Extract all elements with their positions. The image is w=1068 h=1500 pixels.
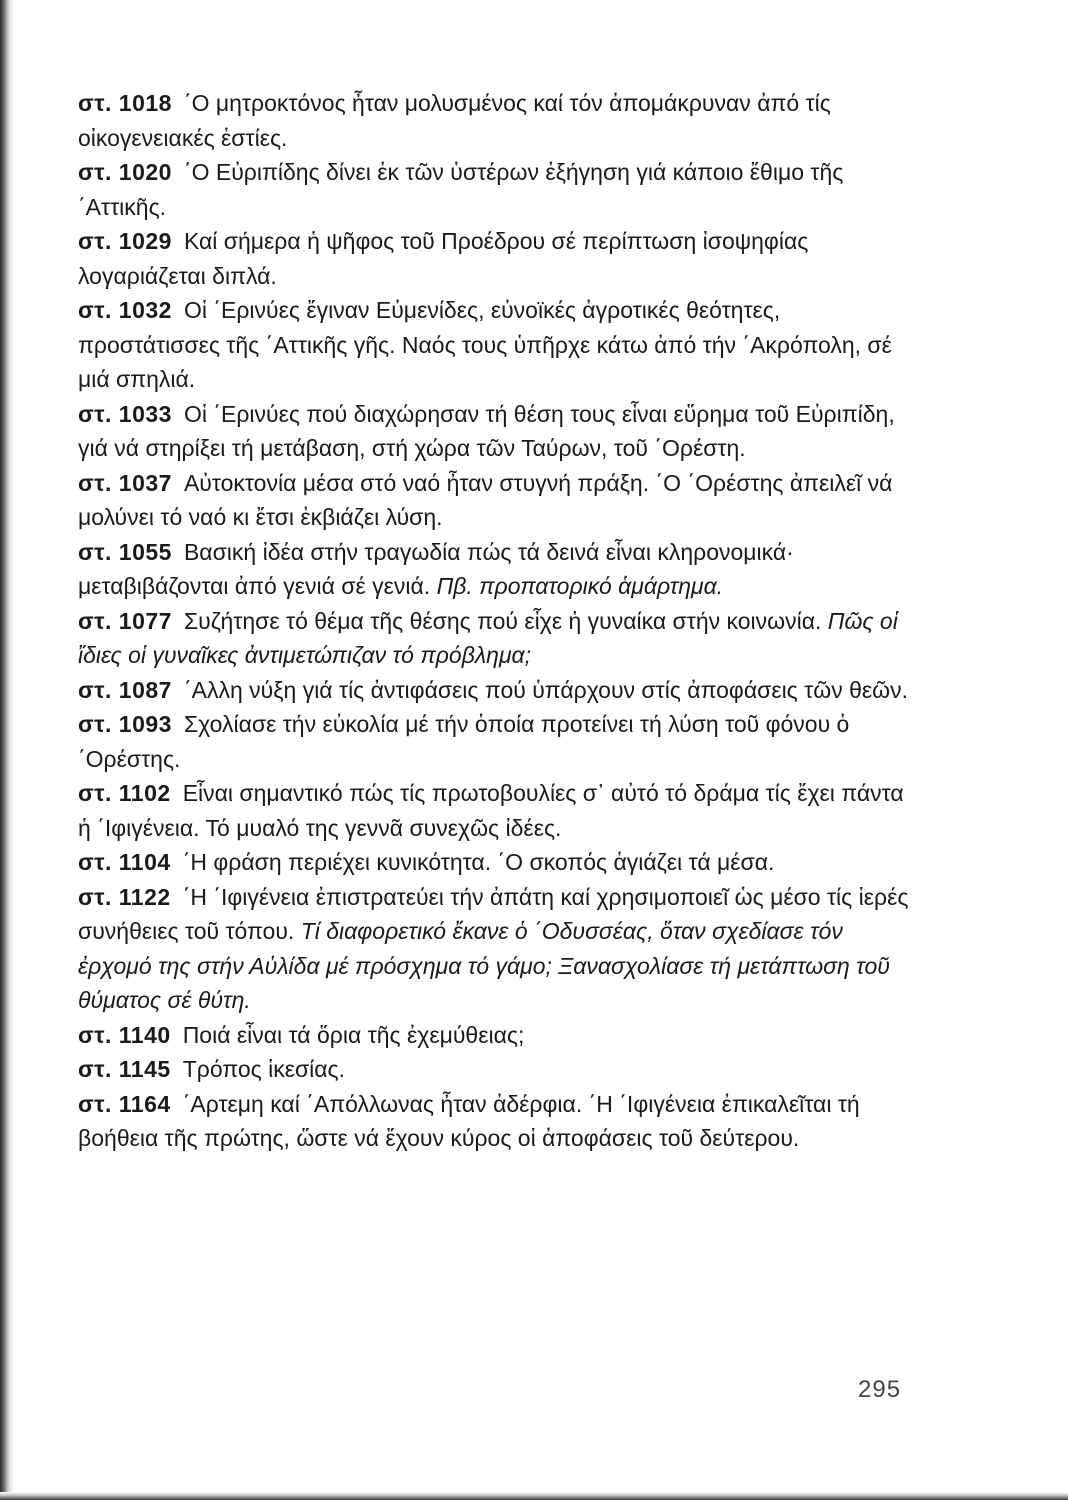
verse-reference: στ. 1140 bbox=[78, 1021, 171, 1048]
page-number: 295 bbox=[858, 1376, 902, 1403]
note-question: Πῶς οἱ ἴδιες οἱ γυναῖκες ἀντιμετώπιζαν τό πρόβλημα; bbox=[78, 607, 898, 668]
note-entry bbox=[78, 293, 910, 397]
note-entry bbox=[78, 707, 910, 776]
note-entry bbox=[78, 466, 910, 535]
note-text: ΄Η ΄Ιφιγένεια ἐπιστρατεύει τήν ἀπάτη καί χρησιμοποιεῖ ὡς μέσο τίς ἱερές συνήθειες τοῦ τόπου. bbox=[78, 883, 909, 944]
verse-reference: στ. 1164 bbox=[78, 1090, 171, 1117]
note-entry bbox=[78, 673, 910, 708]
verse-reference: στ. 1102 bbox=[78, 780, 171, 806]
note-text: Αὐτοκτονία μέσα στό ναό ἦταν στυγνή πράξη. ΄Ο ΄Ορέστης ἀπειλεῖ νά μολύνει τό ναό κι ἔτσι ἐκβιάζει λύση. bbox=[78, 469, 893, 530]
note-question: Τί διαφορετικό ἔκανε ὁ ΄Οδυσσέας, ὅταν σχεδίασε τόν ἐρχομό της στήν Αὐλίδα μέ πρόσχημα τό γάμο; Ξανασχολίασε τή μετάπτωση τοῦ θύματος σέ θύτη. bbox=[78, 918, 890, 1013]
note-text: Συζήτησε τό θέμα τῆς θέσης πού εἶχε ἡ γυναίκα στήν κοινωνία. bbox=[183, 607, 822, 634]
note-text: Εἶναι σημαντικό πώς τίς πρωτοβουλίες σ᾿ αὐτό τό δράμα τίς ἔχει πάντα ἡ ΄Ιφιγένεια. Τό μυαλό της γεννᾶ συνεχῶς ἰδέες. bbox=[78, 780, 904, 841]
note-entry bbox=[78, 397, 910, 466]
note-entry bbox=[78, 155, 910, 224]
verse-reference: στ. 1018 bbox=[78, 90, 172, 116]
verse-reference: στ. 1029 bbox=[78, 228, 172, 254]
note-text: Οἱ ΄Ερινύες ἔγιναν Εὐμενίδες, εὐνοϊκές ἀγροτικές θεότητες, προστάτισσες τῆς ΄Αττικῆς γῆς. Ναός τους ὑπῆρχε κάτω ἀπό τήν ΄Ακρόπολη, σέ μιά σπηλιά. bbox=[78, 297, 892, 392]
note-entry bbox=[78, 880, 910, 1018]
note-text: ΄Αρτεμη καί ΄Απόλλωνας ἦταν ἀδέρφια. ΄Η ΄Ιφιγένεια ἐπικαλεῖται τή βοήθεια τῆς πρώτης, ὥστε νά ἔχουν κύρος οἱ ἀποφάσεις τοῦ δεύτερου. bbox=[78, 1090, 860, 1151]
note-text: Σχολίασε τήν εὐκολία μέ τήν ὁποία προτείνει τή λύση τοῦ φόνου ὁ ΄Ορέστης. bbox=[78, 711, 850, 772]
note-text: ΄Η φράση περιέχει κυνικότητα. ΄Ο σκοπός ἁγιάζει τά μέσα. bbox=[182, 849, 775, 875]
note-question: Πβ. προπατορικό ἁμάρτημα. bbox=[436, 573, 724, 599]
note-entry bbox=[78, 776, 910, 845]
note-entry bbox=[78, 535, 910, 604]
note-text: ΄Αλλη νύξη γιά τίς ἀντιφάσεις πού ὑπάρχουν στίς ἀποφάσεις τῶν θεῶν. bbox=[183, 676, 908, 703]
note-text: Τρόπος ἱκεσίας. bbox=[182, 1056, 346, 1082]
note-text: Οἱ ΄Ερινύες πού διαχώρησαν τή θέση τους εἶναι εὕρημα τοῦ Εὐριπίδη, γιά νά στηρίξει τή μετάβαση, στή χώρα τῶν Ταύρων, τοῦ ΄Ορέστη. bbox=[78, 400, 895, 461]
verse-reference: στ. 1087 bbox=[78, 676, 172, 703]
verse-reference: στ. 1122 bbox=[78, 883, 171, 910]
note-text: Καί σήμερα ἡ ψῆφος τοῦ Προέδρου σέ περίπτωση ἰσοψηφίας λογαριάζεται διπλά. bbox=[78, 228, 809, 289]
note-entry bbox=[78, 1052, 910, 1087]
verse-reference: στ. 1037 bbox=[78, 469, 172, 496]
note-entry bbox=[78, 604, 910, 673]
verse-reference: στ. 1020 bbox=[78, 159, 172, 185]
note-text: Βασική ἰδέα στήν τραγωδία πώς τά δεινά εἶναι κληρονομικά· μεταβιβάζονται ἀπό γενιά σέ γενιά. bbox=[78, 538, 794, 599]
note-entry bbox=[78, 224, 910, 293]
verse-reference: στ. 1032 bbox=[78, 297, 172, 323]
note-entry bbox=[78, 1018, 910, 1053]
verse-reference: στ. 1077 bbox=[78, 607, 172, 634]
note-entry bbox=[78, 1087, 910, 1156]
verse-reference: στ. 1033 bbox=[78, 400, 172, 427]
note-text: ΄Ο Εὐριπίδης δίνει ἐκ τῶν ὑστέρων ἐξήγηση γιά κάποιο ἔθιμο τῆς ΄Αττικῆς. bbox=[78, 159, 844, 220]
note-entry bbox=[78, 86, 910, 155]
commentary-notes bbox=[78, 86, 910, 1156]
verse-reference: στ. 1055 bbox=[78, 538, 172, 565]
verse-reference: στ. 1145 bbox=[78, 1056, 171, 1082]
page-edge-shadow bbox=[0, 0, 14, 1500]
page-bottom-shadow bbox=[0, 1492, 1068, 1500]
note-entry bbox=[78, 845, 910, 880]
verse-reference: στ. 1093 bbox=[78, 711, 172, 737]
note-text: ΄Ο μητροκτόνος ἦταν μολυσμένος καί τόν ἀπομάκρυναν ἀπό τίς οἰκογενειακές ἑστίες. bbox=[78, 90, 831, 151]
verse-reference: στ. 1104 bbox=[78, 849, 171, 875]
note-text: Ποιά εἶναι τά ὅρια τῆς ἐχεμύθειας; bbox=[182, 1021, 525, 1048]
